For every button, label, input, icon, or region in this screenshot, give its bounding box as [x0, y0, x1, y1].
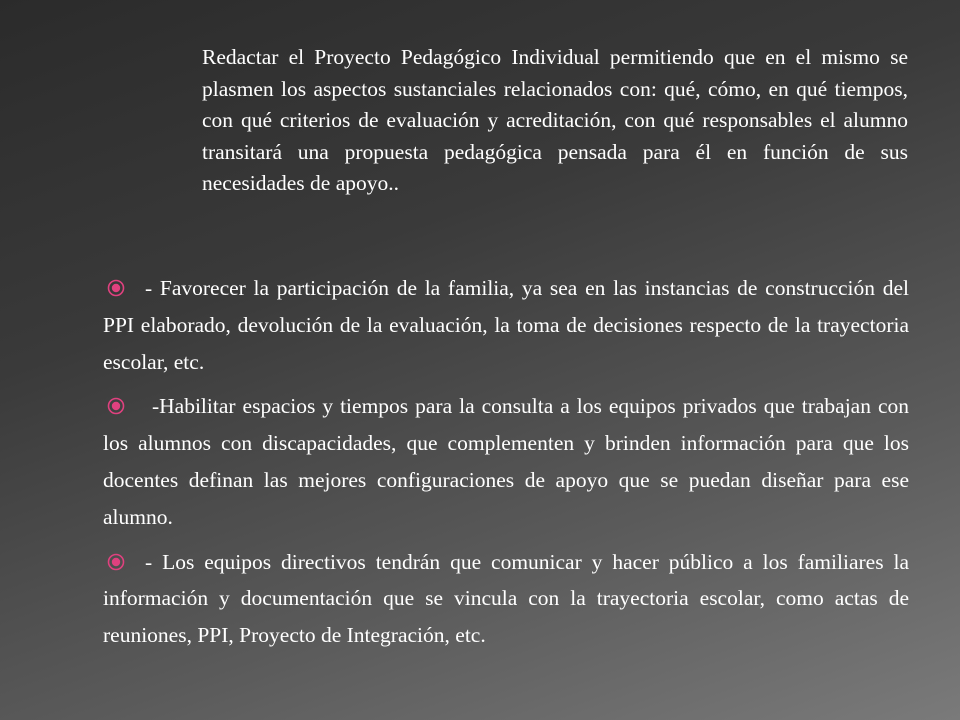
- bullet-text-1: - Favorecer la participación de la familia, ya sea en las instancias de construcción del PPI elaborado, devolución de la evaluación, la toma de decisiones respecto de la trayectoria escolar, etc.: [103, 276, 909, 374]
- target-bullet-icon: [107, 397, 125, 415]
- bullet-item-3: [103, 544, 909, 654]
- bullet-text-2: -Habilitar espacios y tiempos para la consulta a los equipos privados que trabajan con los alumnos con discapacidades, que complementen y brinden información para que los docentes definan las mejores configuraciones de apoyo que se puedan diseñar para ese alumno.: [103, 394, 909, 529]
- bullet-item-2: [103, 388, 909, 535]
- bullet-text-3: - Los equipos directivos tendrán que comunicar y hacer público a los familiares la información y documentación que se vincula con la trayectoria escolar, como actas de reuniones, PPI, Proyecto de Integración, etc.: [103, 549, 909, 648]
- intro-paragraph: Redactar el Proyecto Pedagógico Individual permitiendo que en el mismo se plasmen los aspectos sustanciales relacionados con: qué, cómo, en qué tiempos, con qué criterios de evaluación y acreditación, con qué responsables el alumno transitará una propuesta pedagógica pensada para él en función de sus necesidades de apoyo..: [202, 45, 908, 196]
- target-bullet-icon: [107, 279, 125, 297]
- target-bullet-icon: [107, 553, 125, 571]
- bullet-list: [103, 270, 909, 662]
- bullet-item-1: [103, 270, 909, 380]
